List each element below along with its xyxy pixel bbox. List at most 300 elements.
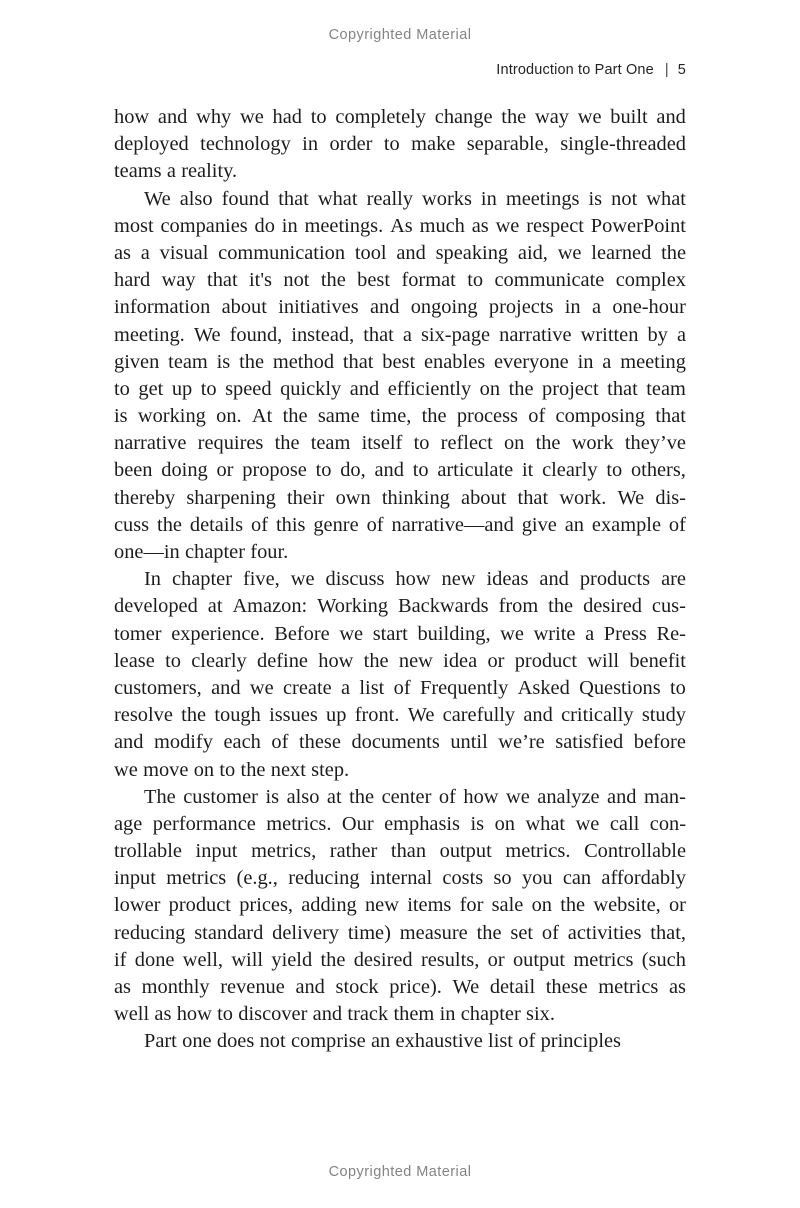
word: is bbox=[265, 785, 280, 808]
word: information bbox=[114, 296, 211, 319]
word: ongoing bbox=[410, 296, 478, 319]
word: four. bbox=[250, 541, 289, 563]
word: delivery bbox=[272, 921, 339, 944]
word: best bbox=[382, 350, 416, 373]
word: to bbox=[670, 676, 686, 699]
word: is bbox=[588, 187, 603, 210]
text-line bbox=[114, 729, 686, 756]
word: we bbox=[240, 106, 264, 128]
word: modify bbox=[154, 731, 213, 754]
text-line bbox=[114, 892, 686, 919]
word: chapter bbox=[171, 568, 232, 591]
word: get bbox=[138, 377, 164, 400]
word: to bbox=[315, 459, 332, 482]
word: we bbox=[557, 241, 582, 264]
word: resolve bbox=[114, 704, 173, 727]
word: or bbox=[216, 459, 234, 482]
word: we bbox=[249, 676, 274, 699]
word: metrics bbox=[573, 948, 634, 971]
word: we bbox=[500, 622, 524, 645]
word: rather bbox=[329, 840, 378, 863]
word: also bbox=[286, 785, 320, 808]
word: or bbox=[487, 948, 505, 971]
word: what bbox=[525, 812, 566, 835]
copyright-watermark-bottom: Copyrighted Material bbox=[328, 1164, 472, 1180]
word: step. bbox=[311, 758, 350, 781]
word: reducing bbox=[288, 867, 360, 890]
word: so bbox=[493, 867, 512, 890]
word: communicate bbox=[494, 269, 605, 292]
word: of bbox=[251, 513, 269, 536]
word: prices, bbox=[239, 894, 293, 917]
word: most bbox=[114, 214, 154, 237]
text-line bbox=[114, 349, 686, 376]
word: details bbox=[189, 513, 244, 536]
word: items bbox=[407, 894, 452, 917]
word: to bbox=[383, 133, 400, 156]
word: written bbox=[580, 323, 639, 346]
word: output bbox=[512, 948, 566, 971]
word: product bbox=[168, 894, 231, 917]
word: you bbox=[521, 867, 553, 890]
word: doing bbox=[161, 459, 208, 482]
word: Backwards bbox=[398, 595, 489, 618]
word: discuss bbox=[325, 568, 385, 591]
word: what bbox=[317, 187, 358, 210]
word: it bbox=[521, 459, 534, 482]
word: we’re bbox=[498, 731, 545, 754]
word: as bbox=[114, 976, 131, 998]
word: learned bbox=[591, 241, 652, 264]
word: input bbox=[195, 840, 238, 863]
word: instead, bbox=[291, 323, 355, 346]
word: to bbox=[412, 459, 429, 482]
word: given bbox=[114, 350, 160, 373]
running-head-separator: | bbox=[664, 62, 669, 78]
word: We bbox=[452, 976, 480, 998]
word: ideas bbox=[486, 568, 529, 591]
text-line bbox=[114, 213, 686, 240]
word: they’ve bbox=[624, 432, 686, 455]
word: at bbox=[207, 595, 223, 618]
word: in bbox=[302, 133, 319, 156]
word: exhaustive bbox=[395, 1030, 483, 1053]
word: adding bbox=[301, 894, 357, 917]
word: reducing bbox=[114, 921, 186, 944]
word: efficiently bbox=[387, 377, 472, 400]
word: well bbox=[114, 1003, 150, 1026]
paragraph bbox=[114, 104, 686, 186]
word: meeting bbox=[620, 350, 686, 373]
word: the bbox=[320, 948, 346, 971]
word: communication bbox=[218, 241, 346, 264]
word: lower bbox=[114, 894, 161, 917]
word: the bbox=[282, 405, 308, 428]
word: internal bbox=[369, 867, 433, 890]
word: speaking bbox=[435, 241, 509, 264]
word: in bbox=[564, 296, 581, 319]
word: Working bbox=[317, 595, 389, 618]
word: on bbox=[503, 432, 525, 455]
word: their bbox=[287, 486, 325, 509]
word: to bbox=[413, 432, 430, 455]
word: as bbox=[668, 976, 686, 998]
word: a bbox=[402, 323, 412, 346]
word: composing bbox=[555, 405, 646, 428]
word: create bbox=[283, 676, 332, 699]
word: of bbox=[366, 513, 384, 536]
text-line bbox=[114, 974, 686, 1001]
text-line bbox=[114, 865, 686, 892]
word: and bbox=[607, 785, 637, 808]
text-line bbox=[114, 1001, 686, 1028]
word: way bbox=[161, 269, 196, 292]
text-line bbox=[114, 784, 686, 811]
word: up bbox=[326, 704, 347, 727]
word: building, bbox=[417, 622, 491, 645]
word: why bbox=[196, 106, 232, 128]
page-number: 5 bbox=[677, 62, 686, 78]
word: thinking bbox=[381, 486, 450, 509]
text-line bbox=[114, 240, 686, 267]
word: time) bbox=[347, 921, 391, 944]
word: in bbox=[281, 214, 298, 237]
word: chapter bbox=[185, 541, 245, 563]
word: six-page bbox=[421, 323, 491, 346]
word: built bbox=[610, 106, 648, 128]
word: Re- bbox=[656, 622, 686, 645]
word: the bbox=[181, 704, 207, 727]
word: found, bbox=[229, 323, 283, 346]
word: how bbox=[176, 1003, 212, 1026]
word: Part bbox=[144, 1030, 177, 1053]
word: the bbox=[476, 921, 502, 944]
word: In bbox=[144, 568, 161, 591]
word: aid, bbox=[517, 241, 548, 264]
word: for bbox=[459, 894, 484, 917]
word: of bbox=[393, 676, 411, 699]
word: order bbox=[329, 133, 373, 156]
word: had bbox=[272, 106, 302, 128]
word: metrics. bbox=[505, 840, 571, 863]
word: how bbox=[114, 106, 150, 128]
word: of bbox=[271, 731, 289, 754]
word: same bbox=[317, 405, 360, 428]
word: We bbox=[144, 187, 171, 210]
text-line bbox=[114, 838, 686, 865]
text-line bbox=[114, 376, 686, 403]
word: a bbox=[166, 160, 176, 183]
word: and bbox=[349, 377, 380, 400]
word: format bbox=[401, 269, 456, 292]
word: to bbox=[217, 1003, 233, 1026]
word: affordably bbox=[601, 867, 686, 890]
word: is bbox=[470, 812, 485, 835]
word: team bbox=[168, 350, 208, 373]
paragraph bbox=[114, 566, 686, 784]
word: and bbox=[396, 241, 426, 264]
copyright-watermark-top: Copyrighted Material bbox=[328, 27, 472, 43]
text-line bbox=[114, 158, 686, 185]
word: Questions bbox=[579, 676, 661, 699]
word: on. bbox=[216, 405, 242, 428]
word: also bbox=[179, 187, 213, 210]
word: desired bbox=[583, 595, 642, 618]
word: well, bbox=[182, 948, 223, 971]
word: give bbox=[521, 513, 557, 536]
word: thereby bbox=[114, 486, 176, 509]
word: documents bbox=[351, 731, 440, 754]
word: stock bbox=[335, 976, 379, 998]
word: new bbox=[398, 649, 433, 672]
word: a bbox=[602, 350, 612, 373]
word: lease bbox=[114, 649, 155, 672]
word: can bbox=[562, 867, 592, 890]
word: new bbox=[364, 894, 399, 917]
word: meetings. bbox=[304, 214, 384, 237]
text-line bbox=[114, 566, 686, 593]
word: start bbox=[372, 622, 408, 645]
word: and bbox=[374, 459, 404, 482]
text-line bbox=[114, 648, 686, 675]
word: a bbox=[676, 323, 686, 346]
word: own bbox=[335, 486, 371, 509]
word: We bbox=[407, 704, 435, 727]
word: and bbox=[369, 296, 400, 319]
word: the bbox=[274, 432, 300, 455]
word: to bbox=[467, 269, 484, 292]
word: product bbox=[514, 649, 578, 672]
word: way bbox=[534, 106, 569, 128]
word: that bbox=[517, 486, 549, 509]
word: about bbox=[461, 486, 507, 509]
word: metrics bbox=[598, 976, 659, 998]
word: meeting. bbox=[114, 323, 185, 346]
word: an bbox=[371, 1030, 391, 1053]
word: time, bbox=[370, 405, 412, 428]
word: standard bbox=[194, 921, 264, 944]
text-line bbox=[114, 947, 686, 974]
word: of bbox=[438, 785, 456, 808]
word: Amazon: bbox=[232, 595, 308, 618]
word: one bbox=[182, 1030, 212, 1053]
word: at bbox=[326, 785, 342, 808]
word: not bbox=[283, 269, 310, 292]
word: the bbox=[535, 432, 561, 455]
word: of bbox=[528, 405, 546, 428]
word: these bbox=[298, 731, 341, 754]
word: does bbox=[216, 1030, 255, 1053]
word: genre bbox=[313, 513, 359, 536]
word: We bbox=[617, 486, 645, 509]
word: the bbox=[320, 269, 346, 292]
word: that bbox=[278, 187, 309, 210]
running-head bbox=[114, 62, 686, 78]
word: technology bbox=[200, 133, 291, 156]
word: that, bbox=[650, 921, 686, 944]
word: the bbox=[661, 241, 686, 264]
word: how bbox=[395, 568, 431, 591]
word: move bbox=[143, 758, 189, 781]
word: idea bbox=[443, 649, 478, 672]
word: we bbox=[290, 568, 315, 591]
word: as bbox=[114, 241, 131, 264]
word: that bbox=[655, 405, 686, 428]
word: yield bbox=[271, 948, 313, 971]
word: tool bbox=[354, 241, 387, 264]
word: comprise bbox=[290, 1030, 366, 1053]
word: costs bbox=[442, 867, 484, 890]
word: and bbox=[157, 106, 188, 128]
word: will bbox=[231, 948, 264, 971]
word: set bbox=[510, 921, 534, 944]
word: As bbox=[390, 214, 413, 237]
word: before bbox=[633, 731, 686, 754]
word: new bbox=[441, 568, 476, 591]
word: website, bbox=[593, 894, 661, 917]
word: much bbox=[419, 214, 465, 237]
word: really bbox=[366, 187, 413, 210]
word: respect bbox=[526, 214, 584, 237]
word: visual bbox=[159, 241, 209, 264]
word: PowerPoint bbox=[590, 214, 686, 237]
word: the bbox=[157, 513, 182, 536]
word: is bbox=[114, 405, 128, 428]
word: revenue bbox=[220, 976, 285, 998]
word: metrics, bbox=[251, 840, 317, 863]
word: issues bbox=[269, 704, 318, 727]
word: tomer bbox=[114, 622, 162, 645]
word: the bbox=[240, 758, 266, 781]
word: that bbox=[342, 350, 374, 373]
word: tough bbox=[214, 704, 261, 727]
word: The bbox=[144, 785, 176, 808]
word: the bbox=[560, 894, 586, 917]
word: price). bbox=[389, 976, 442, 998]
word: articulate bbox=[437, 459, 514, 482]
word: in bbox=[480, 187, 497, 210]
word: reality. bbox=[181, 160, 238, 183]
word: Our bbox=[341, 812, 374, 835]
word: man- bbox=[644, 785, 686, 808]
text-line bbox=[114, 322, 686, 349]
word: until bbox=[450, 731, 488, 754]
paragraph bbox=[114, 1028, 686, 1055]
word: not bbox=[611, 187, 638, 210]
word: reflect bbox=[440, 432, 493, 455]
word: detail bbox=[489, 976, 536, 998]
word: emphasis bbox=[384, 812, 460, 835]
word: to bbox=[219, 758, 236, 781]
word: the bbox=[421, 405, 447, 428]
word: analyze bbox=[537, 785, 600, 808]
text-line bbox=[114, 430, 686, 457]
word: critically bbox=[561, 704, 634, 727]
text-line bbox=[114, 757, 686, 784]
word: measure bbox=[399, 921, 468, 944]
word: benefit bbox=[629, 649, 686, 672]
word: narrative bbox=[499, 323, 572, 346]
word: to bbox=[165, 649, 181, 672]
word: narrative—and bbox=[391, 513, 514, 536]
word: list bbox=[488, 1030, 513, 1053]
word: that bbox=[207, 269, 238, 292]
word: what bbox=[646, 187, 686, 210]
word: and bbox=[312, 1003, 343, 1026]
word: do bbox=[254, 214, 275, 237]
word: from bbox=[498, 595, 539, 618]
word: we bbox=[495, 214, 520, 237]
word: next bbox=[270, 758, 306, 781]
word: separable, bbox=[466, 133, 549, 156]
word: desired bbox=[353, 948, 413, 971]
word: (e.g., bbox=[236, 867, 278, 890]
word: six. bbox=[526, 1003, 555, 1026]
text-line bbox=[114, 621, 686, 648]
word: clearly bbox=[542, 459, 598, 482]
word: these bbox=[545, 976, 588, 998]
body-text-block bbox=[114, 104, 686, 1056]
word: to bbox=[310, 106, 327, 128]
word: we bbox=[577, 106, 602, 128]
word: speed bbox=[225, 377, 272, 400]
word: that bbox=[363, 323, 394, 346]
word: hard bbox=[114, 269, 151, 292]
word: complex bbox=[615, 269, 686, 292]
word: projects bbox=[488, 296, 554, 319]
word: the bbox=[363, 649, 389, 672]
word: single-threaded bbox=[560, 133, 686, 156]
word: center bbox=[381, 785, 432, 808]
word: do, bbox=[340, 459, 366, 482]
word: on bbox=[193, 758, 215, 781]
paragraph bbox=[114, 186, 686, 567]
word: the bbox=[501, 106, 527, 128]
word: one-hour bbox=[612, 296, 686, 319]
word: of bbox=[541, 921, 559, 944]
word: project bbox=[542, 377, 599, 400]
word: is bbox=[216, 350, 231, 373]
word: to bbox=[606, 459, 623, 482]
word: experience. bbox=[171, 622, 265, 645]
text-line bbox=[114, 294, 686, 321]
word: con- bbox=[649, 812, 686, 835]
word: team bbox=[646, 377, 686, 400]
word: will bbox=[587, 649, 620, 672]
word: example bbox=[591, 513, 661, 536]
word: how bbox=[463, 785, 499, 808]
word: team bbox=[310, 432, 351, 455]
word: products bbox=[579, 568, 651, 591]
word: the bbox=[349, 785, 375, 808]
word: input bbox=[114, 867, 156, 890]
word: done bbox=[134, 948, 175, 971]
word: and bbox=[656, 106, 686, 128]
word: work. bbox=[559, 486, 607, 509]
word: monthly bbox=[141, 976, 210, 998]
word: (such bbox=[641, 948, 686, 971]
word: Asked bbox=[517, 676, 570, 699]
word: cuss bbox=[114, 513, 150, 536]
word: activities bbox=[567, 921, 642, 944]
word: metrics. bbox=[266, 812, 332, 835]
word: initiatives bbox=[278, 296, 359, 319]
text-line bbox=[114, 1028, 686, 1055]
running-head-title: Introduction to Part One bbox=[496, 62, 654, 78]
text-line bbox=[114, 539, 686, 566]
word: up bbox=[171, 377, 193, 400]
word: and bbox=[211, 676, 241, 699]
